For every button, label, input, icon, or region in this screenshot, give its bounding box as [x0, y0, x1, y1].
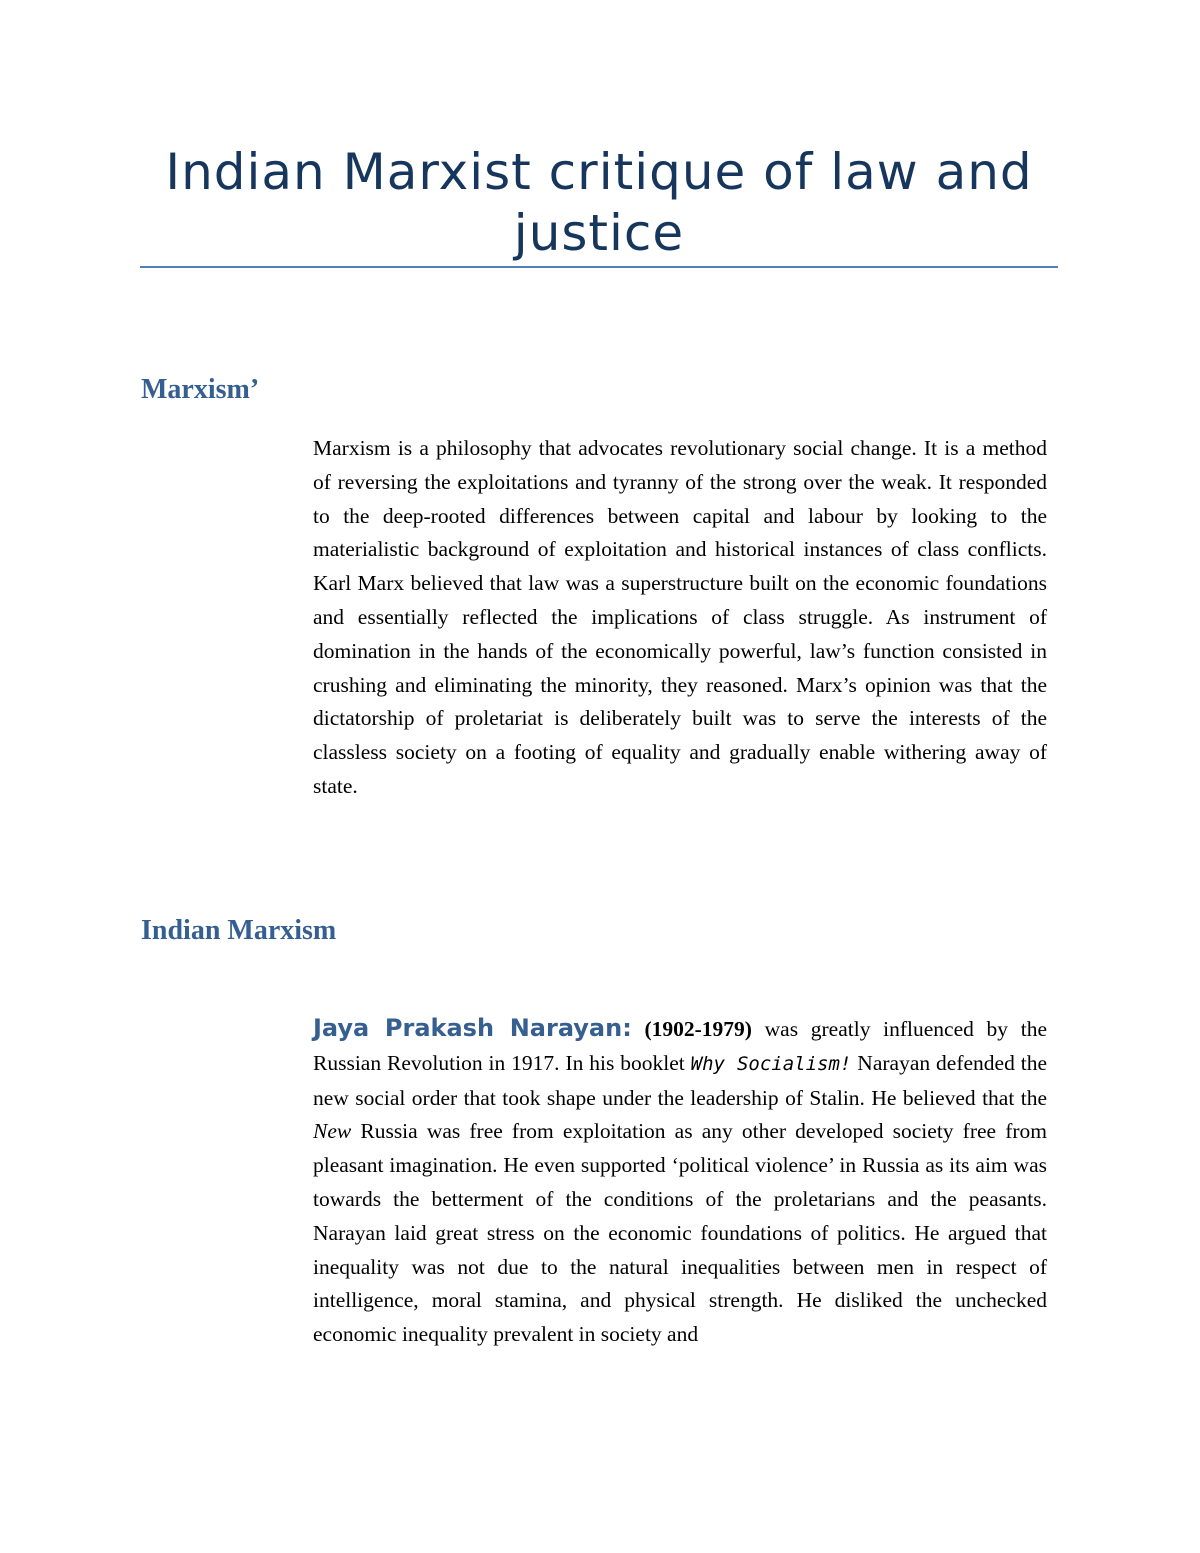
marxism-paragraph: Marxism is a philosophy that advocates revolutionary social change. It is a method of reversing the exploitations and tyranny of the strong over the weak. It responded to the deep-rooted differences between capital and labour by looking to the materialistic background of exploitation and historical instances of class conflicts. Karl Marx believed that law was a superstructure built on the economic foundations and essentially reflected the implications of class struggle. As instrument of domination in the hands of the economically powerful, law’s function consisted in crushing and eliminating the minority, they reasoned. Marx’s opinion was that the dictatorship of proletariat is deliberately built was to serve the interests of the classless society on a footing of equality and gradually enable withering away of state. [313, 436, 1047, 798]
narayan-text-3: Russia was free from exploitation as any other developed society free from pleasant imagination. He even supported ‘political violence’ in Russia as its aim was towards the betterment of the conditions of the proletarians and the peasants. Narayan laid great stress on the economic foundations of politics. He argued that inequality was not due to the natural inequalities between men in respect of intelligence, moral stamina, and physical strength. He disliked the unchecked economic inequality prevalent in society and [313, 1119, 1047, 1347]
section-heading-indian-marxism: Indian Marxism [141, 915, 337, 946]
document-title: Indian Marxist critique of law and justice [165, 143, 1033, 262]
subsection-heading-narayan: Jaya Prakash Narayan: [313, 1014, 632, 1042]
narayan-paragraph [313, 1012, 1047, 1352]
narayan-text-2: Narayan defended the new social order that took shape under the leadership of Stalin. He believed that the [313, 1050, 1048, 1110]
narayan-years: (1902-1979) [644, 1017, 752, 1041]
booklet-title: Why Socialism! [690, 1052, 852, 1075]
section-heading-marxism: Marxism’ [141, 374, 260, 405]
title-underline [140, 266, 1058, 268]
narayan-text-1: was greatly influenced by the Russian Revolution in 1917. In his booklet [313, 1017, 1047, 1075]
new-word: New [313, 1119, 352, 1144]
